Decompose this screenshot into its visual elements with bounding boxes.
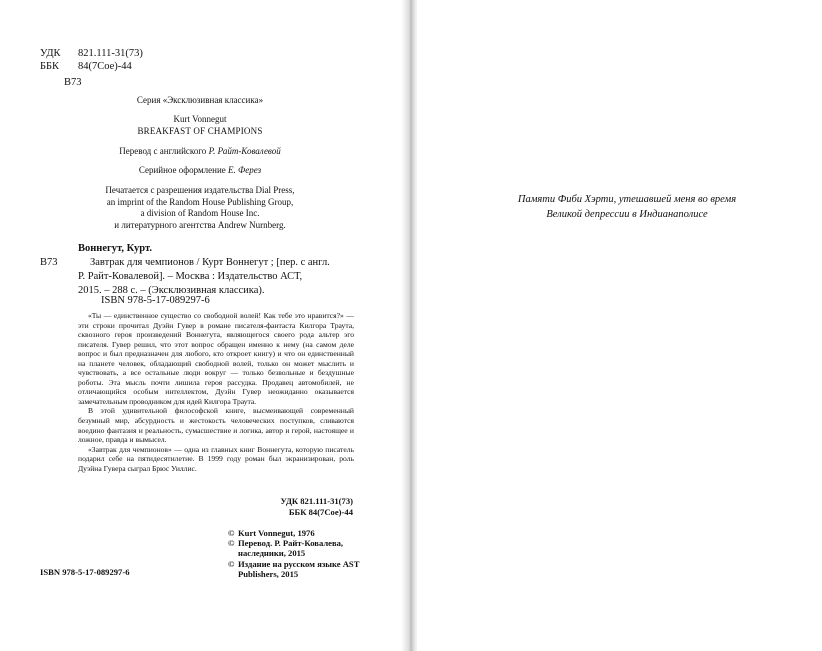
- udk-label: УДК: [40, 48, 61, 59]
- original-title: BREAKFAST OF CHAMPIONS: [137, 126, 263, 136]
- author-code: В73: [64, 77, 82, 88]
- dedication: [487, 193, 767, 222]
- original-author: Kurt Vonnegut: [173, 114, 227, 124]
- annotation-paragraph: В этой удивительной философской книге, высмеивающей современный безумный мир, абсурдность и жестокость человеческих поступков, сливаются воедино фантазия и реальность, сумасшествие и логика, автор и герой, настоящее и ложное, правда и вымысел.: [78, 406, 354, 445]
- bbk-label: ББК: [40, 61, 60, 72]
- catalog-author: Воннегут, Курт.: [78, 243, 152, 254]
- permission-line: an imprint of the Random House Publishing Group,: [106, 196, 294, 207]
- catalog-entry: [90, 256, 330, 270]
- isbn-main: ISBN 978-5-17-089297-6: [101, 295, 210, 306]
- copyright-line: наследники, 2015: [238, 548, 306, 559]
- bbk-line: [40, 60, 132, 73]
- designer-name: Е. Ферез: [228, 165, 262, 175]
- left-page: [0, 0, 407, 651]
- permission-block: [60, 185, 340, 231]
- udk-line: [40, 47, 143, 60]
- translation-line: [60, 146, 340, 158]
- isbn-bottom: ISBN 978-5-17-089297-6: [40, 567, 130, 577]
- design-line: [60, 165, 340, 177]
- catalog-entry-cont: [78, 270, 302, 297]
- right-page: [417, 0, 822, 651]
- catalog-line: Завтрак для чемпионов / Курт Воннегут ; [пер. с англ.: [90, 257, 330, 268]
- copyright-line: © Издание на русском языке AST: [228, 558, 360, 569]
- copyright-block: [228, 528, 359, 579]
- bbk-value: 84(7Сое)-44: [78, 61, 132, 72]
- permission-line: и литературного агентства Andrew Nurnberg.: [114, 219, 286, 230]
- design-prefix: Серийное оформление: [138, 165, 226, 175]
- series-line: Серия «Эксклюзивная классика»: [136, 95, 264, 105]
- dedication-line: Памяти Фиби Хэрти, утешавшей меня во время: [517, 194, 737, 205]
- annotation-paragraph: «Ты — единственное существо со свободной волей! Как тебе это нравится?» — эти строки прочитал Дуэйн Гувер в романе писателя-фантаста Килгора Траута, сквозного героя произведений Воннегута, являющегося своего рода альтер эго писателя. Гувер решил, что этот вопрос обращен именно к нему (на самом деле вопрос и был предназначен для любого, кто откроет книгу) и что он единственный на планете человек, обладающий свободной волей, только он может мыслить и чувствовать, а все остальные люди вокруг — только безвольные и бездушные роботы. Эта мысль почти лишила героя рассудка. Продавец автомобилей, не отличающийся особым интеллектом, Дуэйн Гувер неожиданно оказывается замечательным проводником для идей Килгора Траута.: [78, 311, 354, 406]
- translation-prefix: Перевод с английского: [119, 146, 207, 156]
- catalog-code: В73: [40, 257, 58, 268]
- catalog-line: Р. Райт-Ковалевой]. – Москва : Издательство АСТ,: [78, 271, 303, 282]
- translator-name: Р. Райт-Ковалевой: [208, 146, 281, 156]
- annotation-paragraph: «Завтрак для чемпионов» — одна из главных книг Воннегута, которую писатель подарил себе на пятидесятилетие. В 1999 году роман был экранизирован, роль Дуэйна Гувера сыграл Брюс Уиллис.: [78, 444, 354, 473]
- catalog-line: 2015. – 288 с. – (Эксклюзивная классика).: [78, 284, 265, 296]
- udk-value: 821.111-31(73): [78, 48, 143, 59]
- bbk-bold: ББК 84(7Сое)-44: [288, 506, 353, 517]
- copyright-line: © Перевод. Р. Райт-Ковалева,: [228, 538, 344, 549]
- permission-line: a division of Random House Inc.: [140, 208, 260, 218]
- copyright-line: Publishers, 2015: [238, 568, 299, 579]
- annotation: [78, 311, 354, 473]
- dedication-line: Великой депрессии в Индианаполисе: [546, 208, 708, 220]
- classification-bold: [281, 496, 353, 517]
- permission-line: Печатается с разрешения издательства Dial Press,: [105, 185, 295, 195]
- udk-bold: УДК 821.111-31(73): [280, 496, 353, 506]
- copyright-line: © Kurt Vonnegut, 1976: [228, 528, 315, 538]
